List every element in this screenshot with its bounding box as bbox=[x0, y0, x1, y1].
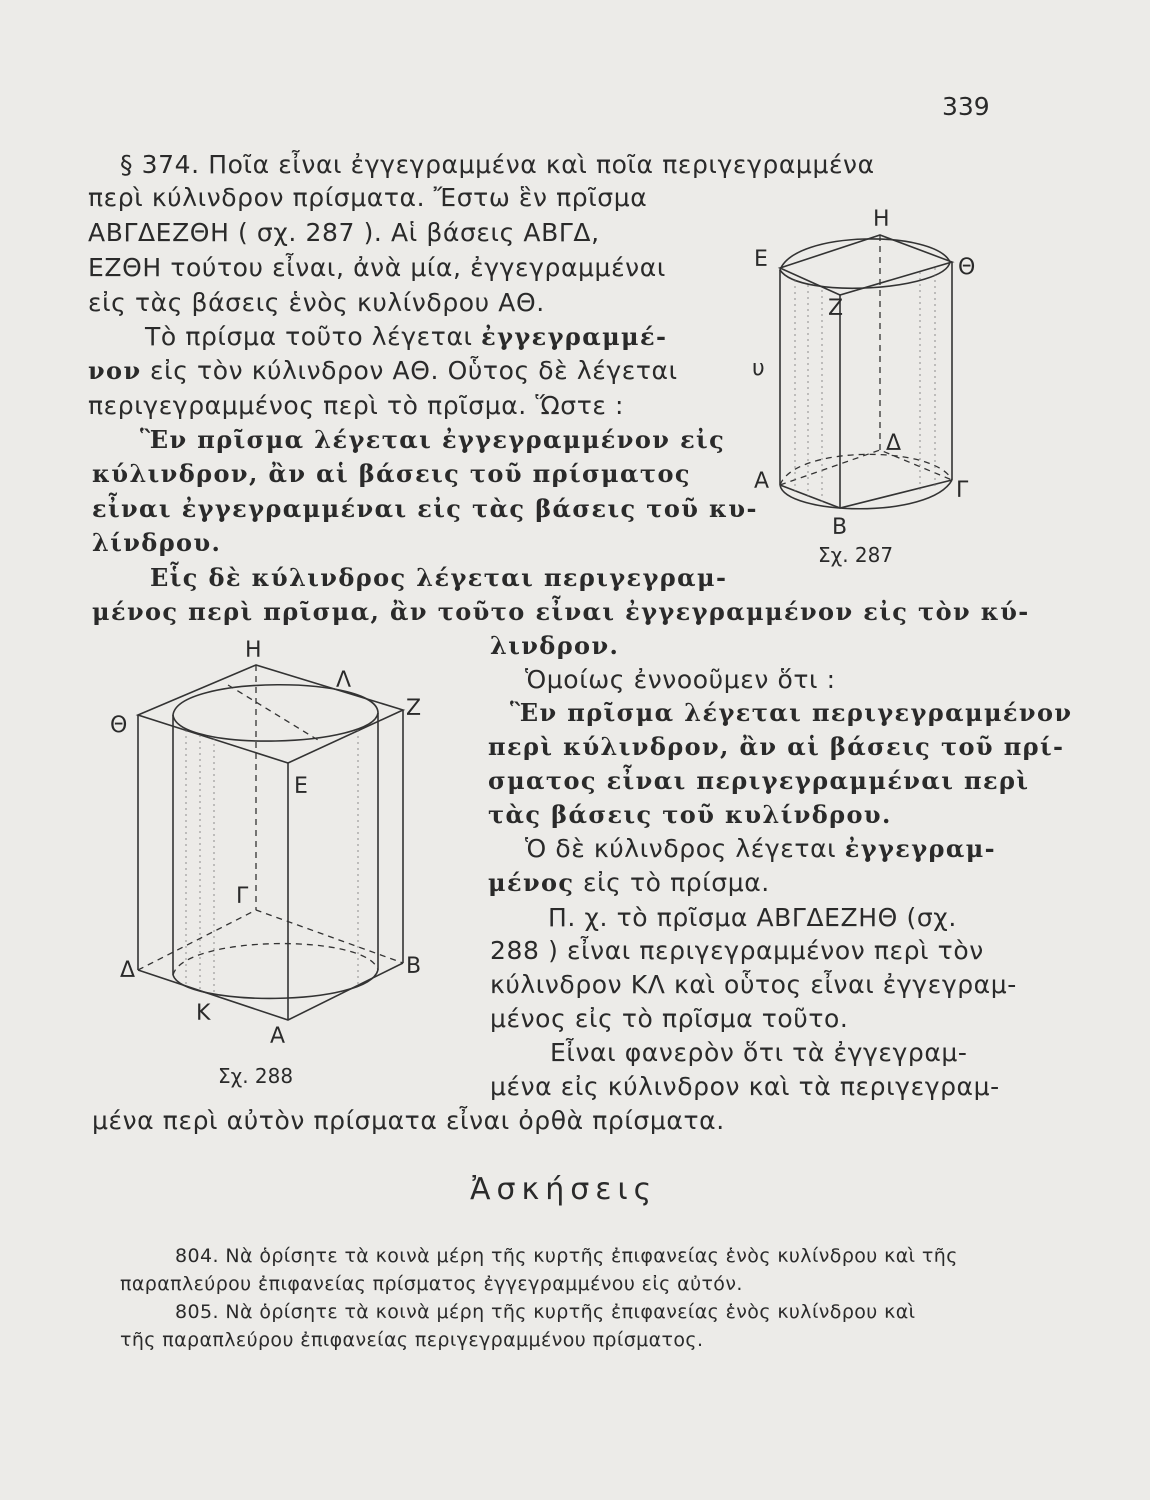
fig288-caption: Σχ. 288 bbox=[218, 1064, 294, 1088]
similarly-line: Ὁμοίως ἐννοοῦμεν ὅτι : bbox=[525, 665, 836, 694]
fig288-cyl-bottom-back bbox=[173, 944, 378, 975]
fig288-label-K: Κ bbox=[196, 1001, 211, 1026]
fig287-label-H: Η bbox=[873, 207, 890, 232]
definition-1-line-4: λίνδρου. bbox=[92, 528, 222, 557]
fig288-label-Z: Ζ bbox=[406, 696, 422, 721]
term-inscribed-end: νον bbox=[88, 356, 142, 385]
figure-288 bbox=[108, 635, 448, 1095]
fig287-top-quad bbox=[780, 235, 952, 295]
example-line-3: κύλινδρον ΚΛ καὶ οὗτος εἶναι ἐγγεγραμ- bbox=[490, 970, 1017, 999]
section-line-7-text: εἰς τὸν κύλινδρον ΑΘ. Οὗτος δὲ λέγεται bbox=[141, 356, 678, 385]
example-line-4: μένος εἰς τὸ πρῖσμα τοῦτο. bbox=[490, 1004, 849, 1033]
term-inscribed-cylinder-end: μένος bbox=[488, 868, 575, 897]
cylinder-line-1-text: Ὁ δὲ κύλινδρος λέγεται bbox=[525, 834, 837, 863]
definition-2-line-3: λινδρον. bbox=[490, 631, 620, 660]
cylinder-line-1 bbox=[525, 834, 996, 864]
fig287-label-G: Γ bbox=[956, 478, 969, 503]
cylinder-line-2-text: εἰς τὸ πρίσμα. bbox=[574, 868, 770, 897]
example-line-2: 288 ) εἶναι περιγεγραμμένον περὶ τὸν bbox=[490, 936, 984, 965]
fig287-bottom-front bbox=[780, 480, 952, 508]
page-number: 339 bbox=[942, 92, 990, 121]
term-inscribed-cylinder: ἐγγεγραμ- bbox=[844, 834, 997, 863]
fig287-label-u: υ bbox=[752, 356, 765, 381]
fig287-label-D: Δ bbox=[886, 431, 902, 456]
section-line-3: ΑΒΓΔΕΖΘΗ ( σχ. 287 ). Αἱ βάσεις ΑΒΓΔ, bbox=[88, 218, 600, 247]
fig288-label-G: Γ bbox=[236, 884, 249, 909]
conclusion-line-1: Εἶναι φανερὸν ὅτι τὰ ἐγγεγραμ- bbox=[550, 1038, 968, 1067]
fig287-label-E: Ε bbox=[754, 247, 768, 272]
definition-1-line-3: εἶναι ἐγγεγραμμέναι εἰς τὰς βάσεις τοῦ κυ- bbox=[92, 494, 758, 523]
fig288-label-A: Α bbox=[270, 1024, 286, 1049]
fig287-top-ellipse bbox=[780, 239, 950, 288]
example-line-1: Π. χ. τὸ πρῖσμα ΑΒΓΔΕΖΗΘ (σχ. bbox=[548, 903, 957, 932]
fig287-bottom-hidden bbox=[780, 450, 952, 485]
section-line-6-text: Τὸ πρίσμα τοῦτο λέγεται bbox=[145, 322, 473, 351]
definition-1-line-2: κύλινδρον, ἂν αἱ βάσεις τοῦ πρίσματος bbox=[92, 459, 691, 488]
definition-3-line-3: σματος εἶναι περιγεγραμμέναι περὶ bbox=[488, 766, 1030, 795]
section-line-5: εἰς τὰς βάσεις ἑνὸς κυλίνδρου ΑΘ. bbox=[88, 288, 545, 317]
definition-2-line-1: Εἷς δὲ κύλινδρος λέγεται περιγεγραμ- bbox=[150, 563, 728, 592]
section-line-2: περὶ κύλινδρον πρίσματα. Ἔστω ἓν πρῖσμα bbox=[88, 183, 648, 212]
fig287-caption: Σχ. 287 bbox=[818, 543, 894, 567]
definition-1-line-1: Ἓν πρῖσμα λέγεται ἐγγεγραμμένον εἰς bbox=[140, 425, 726, 454]
section-line-1: § 374. Ποῖα εἶναι ἐγγεγραμμένα καὶ ποῖα περιγεγραμμένα bbox=[120, 150, 875, 179]
fig288-top-square bbox=[138, 665, 403, 763]
definition-3-line-4: τὰς βάσεις τοῦ κυλίνδρου. bbox=[488, 800, 892, 829]
definition-3-line-2: περὶ κύλινδρον, ἂν αἱ βάσεις τοῦ πρί- bbox=[488, 732, 1065, 761]
definition-3-line-1: Ἓν πρῖσμα λέγεται περιγεγραμμένον bbox=[510, 698, 1073, 727]
exercise-805-line-2: τῆς παραπλεύρου ἐπιφανείας περιγεγραμμένου πρίσματος. bbox=[120, 1329, 704, 1351]
fig288-label-E: Ε bbox=[294, 774, 308, 799]
exercise-804-line-1: 804. Νὰ ὁρίσητε τὰ κοινὰ μέρη τῆς κυρτῆς ἐπιφανείας ἑνὸς κυλίνδρου καὶ τῆς bbox=[175, 1245, 958, 1267]
term-inscribed: ἐγγεγραμμέ- bbox=[481, 322, 668, 351]
section-line-6 bbox=[145, 322, 667, 352]
section-line-8: περιγεγραμμένος περὶ τὸ πρῖσμα. Ὥστε : bbox=[88, 391, 625, 420]
fig288-label-Th: Θ bbox=[110, 713, 128, 738]
fig287-label-B: Β bbox=[832, 515, 848, 540]
fig288-bottom-hidden bbox=[138, 910, 403, 970]
fig287-label-A: Α bbox=[754, 469, 770, 494]
section-line-4: ΕΖΘΗ τούτου εἶναι, ἀνὰ μία, ἐγγεγραμμέναι bbox=[88, 253, 666, 282]
conclusion-line-2: μένα εἰς κύλινδρον καὶ τὰ περιγεγραμ- bbox=[490, 1072, 1000, 1101]
exercise-804-line-2: παραπλεύρου ἐπιφανείας πρίσματος ἐγγεγραμμένου εἰς αὐτόν. bbox=[120, 1273, 743, 1295]
exercises-heading: Ἀσκήσεις bbox=[470, 1172, 658, 1207]
cylinder-line-2 bbox=[488, 868, 770, 898]
fig288-label-D: Δ bbox=[120, 958, 136, 983]
figure-287 bbox=[740, 200, 1000, 580]
fig288-label-H: Η bbox=[245, 638, 262, 663]
fig288-bottom-front bbox=[138, 963, 403, 1020]
fig288-label-B: Β bbox=[406, 954, 422, 979]
fig287-label-Z: Ζ bbox=[828, 296, 844, 321]
exercise-805-line-1: 805. Νὰ ὁρίσητε τὰ κοινὰ μέρη τῆς κυρτῆς ἐπιφανείας ἑνὸς κυλίνδρου καὶ bbox=[175, 1301, 916, 1323]
definition-2-line-2: μένος περὶ πρῖσμα, ἂν τοῦτο εἶναι ἐγγεγραμμένον εἰς τὸν κύ- bbox=[92, 597, 1030, 626]
fig287-label-Th: Θ bbox=[958, 255, 976, 280]
fig288-cyl-bottom-arc bbox=[173, 970, 378, 998]
section-line-7 bbox=[88, 356, 678, 386]
fig288-label-L: Λ bbox=[336, 668, 352, 693]
conclusion-line-3: μένα περὶ αὐτὸν πρίσματα εἶναι ὀρθὰ πρίσματα. bbox=[92, 1106, 725, 1135]
